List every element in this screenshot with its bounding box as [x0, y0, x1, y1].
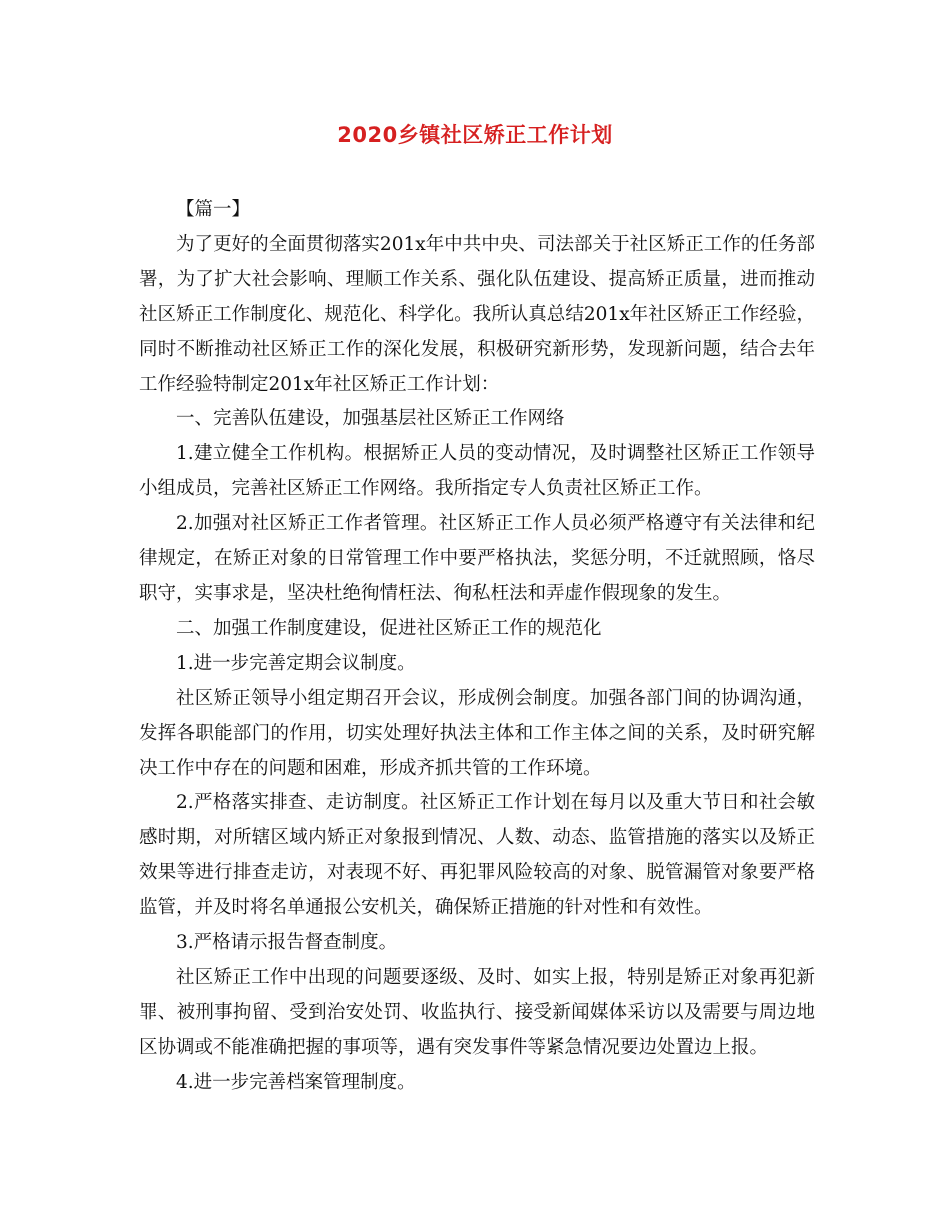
paragraph-2-3: 社区矫正工作中出现的问题要逐级、及时、如实上报，特别是矫正对象再犯新罪、被刑事拘留、受到治安处罚、收监执行、接受新闻媒体采访以及需要与周边地区协调或不能准确把握的事项等，遇有突发事件等紧急情况要边处置边上报。 — [139, 966, 815, 1058]
paragraph-2-2: 2.严格落实排查、走访制度。社区矫正工作计划在每月以及重大节日和社会敏感时期，对所辖区域内矫正对象报到情况、人数、动态、监管措施的落实以及矫正效果等进行排查走访，对表现不好、再犯罪风险较高的对象、脱管漏管对象要严格监管，并及时将名单通报公安机关，确保矫正措施的针对性和有效性。 — [139, 792, 815, 919]
paragraph-1-2: 2.加强对社区矫正工作者管理。社区矫正工作人员必须严格遵守有关法律和纪律规定，在矫正对象的日常管理工作中要严格执法，奖惩分明，不迁就照顾，恪尽职守，实事求是，坚决杜绝徇情枉法、徇私枉法和弄虚作假现象的发生。 — [139, 513, 815, 604]
subheading-2-1: 1.进一步完善定期会议制度。 — [176, 652, 416, 674]
paragraph-2-1: 社区矫正领导小组定期召开会议，形成例会制度。加强各部门间的协调沟通，发挥各职能部门的作用，切实处理好执法主体和工作主体之间的关系，及时研究解决工作中存在的问题和困难，形成齐抓共管的工作环境。 — [139, 687, 815, 779]
heading-section-2: 二、加强工作制度建设，促进社区矫正工作的规范化 — [176, 617, 602, 639]
paragraph-section-marker: 【篇一】 — [176, 199, 251, 220]
subheading-2-4: 4.进一步完善档案管理制度。 — [176, 1071, 416, 1093]
paragraph-1-1: 1.建立健全工作机构。根据矫正人员的变动情况，及时调整社区矫正工作领导小组成员，完善社区矫正工作网络。我所指定专人负责社区矫正工作。 — [139, 443, 815, 500]
document-body — [139, 193, 815, 1101]
heading-section-1: 一、完善队伍建设，加强基层社区矫正工作网络 — [176, 408, 565, 430]
document-title: 2020乡镇社区矫正工作计划 — [337, 123, 613, 147]
subheading-2-3: 3.严格请示报告督查制度。 — [176, 932, 398, 954]
paragraph-intro: 为了更好的全面贯彻落实201x年中共中央、司法部关于社区矫正工作的任务部署，为了扩大社会影响、理顺工作关系、强化队伍建设、提高矫正质量，进而推动社区矫正工作制度化、规范化、科学化。我所认真总结201x年社区矫正工作经验，同时不断推动社区矫正工作的深化发展，积极研究新形势，发现新问题，结合去年工作经验特制定201x年社区矫正工作计划： — [139, 233, 815, 395]
